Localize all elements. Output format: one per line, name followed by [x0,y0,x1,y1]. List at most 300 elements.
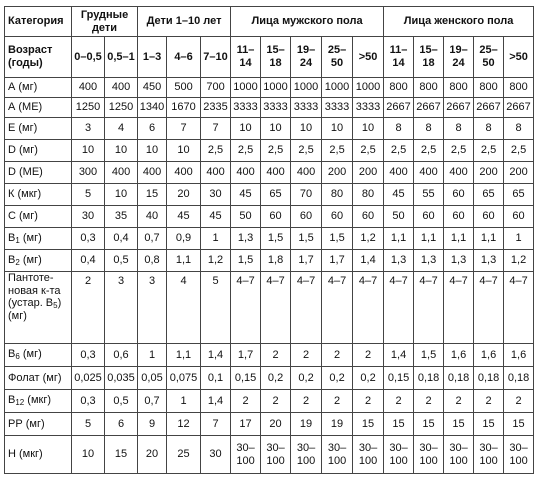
table-row [5,272,534,344]
value-cell: 800 [414,78,444,98]
value-cell: 10 [167,140,201,162]
table-row [5,250,534,272]
row-label-subscript: 6 [15,352,20,362]
table-row [5,184,534,206]
value-cell: 4 [105,118,138,140]
value-cell: 200 [322,162,353,184]
value-cell: 700 [201,78,231,98]
value-cell: 450 [138,78,167,98]
value-cell: 17 [231,413,261,436]
value-cell: 2,5 [201,140,231,162]
value-cell: 0,15 [231,367,261,390]
value-cell: 800 [474,78,504,98]
value-cell: 1,5 [231,250,261,272]
value-cell: 400 [444,162,474,184]
value-cell: 400 [105,78,138,98]
value-cell: 1,7 [322,250,353,272]
value-cell: 400 [291,162,322,184]
value-cell: 2 [231,390,261,413]
value-cell: 6 [138,118,167,140]
age-group-cell: 4–6 [167,37,201,78]
table-row [5,206,534,228]
value-cell: 15 [138,184,167,206]
value-cell: 2,5 [291,140,322,162]
value-cell: 30–100 [322,436,353,474]
value-cell: 0,2 [353,367,384,390]
row-label [5,184,72,206]
row-label [5,98,72,118]
value-cell: 45 [167,206,201,228]
value-cell: 4–7 [444,272,474,344]
row-label-unit: ) (мг) [8,297,62,323]
value-cell: 60 [261,206,291,228]
value-cell: 6 [105,413,138,436]
header-children: Дети 1–10 лет [138,7,231,37]
value-cell: 60 [474,206,504,228]
value-cell: 1000 [322,78,353,98]
table-row [5,162,534,184]
value-cell: 1,3 [231,228,261,250]
value-cell: 5 [72,184,105,206]
value-cell: 0,3 [72,344,105,367]
row-label-text: D (мг) [8,144,38,157]
value-cell: 4–7 [322,272,353,344]
value-cell: 3333 [322,98,353,118]
value-cell: 15 [474,413,504,436]
value-cell: 1,3 [444,250,474,272]
value-cell: 1,3 [384,250,414,272]
value-cell: 2 [322,344,353,367]
value-cell: 2,5 [231,140,261,162]
header-females: Лица женского пола [384,7,534,37]
value-cell: 30–100 [291,436,322,474]
value-cell: 1,5 [291,228,322,250]
value-cell: 60 [444,184,474,206]
age-group-cell: 11–14 [231,37,261,78]
value-cell: 40 [138,206,167,228]
value-cell: 45 [384,184,414,206]
value-cell: 1,2 [504,250,534,272]
value-cell: 2,5 [322,140,353,162]
value-cell: 70 [291,184,322,206]
value-cell: 0,1 [201,367,231,390]
value-cell: 15 [353,413,384,436]
value-cell: 4–7 [231,272,261,344]
value-cell: 0,18 [414,367,444,390]
value-cell: 45 [231,184,261,206]
value-cell: 1670 [167,98,201,118]
value-cell: 1,7 [231,344,261,367]
header-category: Категория [5,7,72,37]
value-cell: 7 [201,413,231,436]
age-group-cell: 7–10 [201,37,231,78]
value-cell: 0,05 [138,367,167,390]
age-group-cell: 19–24 [291,37,322,78]
value-cell: 1 [138,344,167,367]
row-label [5,344,72,367]
age-group-cell: >50 [353,37,384,78]
value-cell: 1340 [138,98,167,118]
table-row [5,436,534,474]
row-label-text: Пантоте-новая к-та (устар. В [8,272,61,310]
value-cell: 25 [167,436,201,474]
row-label-text: А (МЕ) [8,101,43,114]
value-cell: 15 [105,436,138,474]
value-cell: 400 [231,162,261,184]
value-cell: 0,7 [138,390,167,413]
value-cell: 2335 [201,98,231,118]
row-label [5,436,72,474]
value-cell: 2,5 [444,140,474,162]
table-row [5,140,534,162]
value-cell: 8 [414,118,444,140]
value-cell: 65 [504,184,534,206]
value-cell: 400 [201,162,231,184]
value-cell: 200 [504,162,534,184]
age-group-cell: 15–18 [414,37,444,78]
value-cell: 1000 [291,78,322,98]
value-cell: 15 [414,413,444,436]
value-cell: 3 [105,272,138,344]
value-cell: 60 [444,206,474,228]
row-label [5,367,72,390]
value-cell: 10 [72,140,105,162]
row-label [5,118,72,140]
value-cell: 8 [474,118,504,140]
value-cell: 65 [261,184,291,206]
value-cell: 400 [138,162,167,184]
value-cell: 1,6 [474,344,504,367]
value-cell: 2 [261,390,291,413]
value-cell: 2667 [414,98,444,118]
row-label-subscript: 1 [15,235,20,245]
value-cell: 60 [353,206,384,228]
value-cell: 1,4 [353,250,384,272]
value-cell: 8 [444,118,474,140]
row-label-subscript: 2 [15,257,20,267]
value-cell: 30–100 [504,436,534,474]
row-label-text: В [8,253,16,266]
value-cell: 2,5 [504,140,534,162]
header-males: Лица мужского пола [231,7,384,37]
value-cell: 1 [201,228,231,250]
value-cell: 0,5 [105,390,138,413]
value-cell: 3333 [291,98,322,118]
value-cell: 1,1 [414,228,444,250]
value-cell: 2667 [474,98,504,118]
value-cell: 2,5 [353,140,384,162]
value-cell: 1,7 [291,250,322,272]
value-cell: 2 [474,390,504,413]
row-label [5,250,72,272]
vitamin-intake-table [4,6,534,474]
value-cell: 30–100 [384,436,414,474]
row-label-text: РР (мг) [8,417,45,430]
age-group-cell: 11–14 [384,37,414,78]
value-cell: 2667 [504,98,534,118]
value-cell: 20 [261,413,291,436]
row-label [5,206,72,228]
value-cell: 5 [201,272,231,344]
table-row [5,118,534,140]
row-label-unit: (мг) [19,253,42,266]
row-label-text: К (мкг) [8,188,42,201]
value-cell: 10 [353,118,384,140]
row-label-unit: (мг) [19,348,42,361]
value-cell: 0,18 [504,367,534,390]
vitamin-table-container [4,6,531,474]
row-label-unit: (мг) [19,231,42,244]
age-header-row [5,37,534,78]
value-cell: 10 [72,436,105,474]
value-cell: 1250 [105,98,138,118]
row-label-unit: (мкг) [24,394,52,407]
value-cell: 55 [414,184,444,206]
value-cell: 30–100 [414,436,444,474]
value-cell: 2667 [444,98,474,118]
table-row [5,344,534,367]
value-cell: 1,3 [474,250,504,272]
value-cell: 1,6 [504,344,534,367]
value-cell: 35 [105,206,138,228]
value-cell: 20 [167,184,201,206]
value-cell: 10 [261,118,291,140]
value-cell: 4–7 [474,272,504,344]
value-cell: 2 [291,344,322,367]
value-cell: 0,6 [105,344,138,367]
value-cell: 10 [105,184,138,206]
value-cell: 5 [72,413,105,436]
value-cell: 3333 [261,98,291,118]
value-cell: 1,1 [167,344,201,367]
table-row [5,390,534,413]
value-cell: 10 [231,118,261,140]
value-cell: 1,4 [201,390,231,413]
table-row [5,78,534,98]
value-cell: 19 [322,413,353,436]
value-cell: 8 [504,118,534,140]
value-cell: 0,3 [72,390,105,413]
value-cell: 2 [322,390,353,413]
value-cell: 2 [353,390,384,413]
value-cell: 4–7 [504,272,534,344]
value-cell: 0,7 [138,228,167,250]
value-cell: 1250 [72,98,105,118]
value-cell: 800 [384,78,414,98]
table-row [5,367,534,390]
value-cell: 50 [384,206,414,228]
value-cell: 2 [291,390,322,413]
value-cell: 0,18 [444,367,474,390]
value-cell: 0,4 [72,250,105,272]
value-cell: 4–7 [414,272,444,344]
header-infants: Грудные дети [72,7,138,37]
value-cell: 4 [167,272,201,344]
row-label [5,413,72,436]
value-cell: 65 [474,184,504,206]
row-label [5,390,72,413]
value-cell: 800 [504,78,534,98]
value-cell: 2 [261,344,291,367]
row-label-subscript: 12 [15,398,25,408]
age-group-cell: >50 [504,37,534,78]
value-cell: 1,1 [384,228,414,250]
value-cell: 0,8 [138,250,167,272]
value-cell: 30–100 [261,436,291,474]
value-cell: 10 [105,140,138,162]
value-cell: 400 [384,162,414,184]
value-cell: 0,15 [384,367,414,390]
value-cell: 2 [504,390,534,413]
value-cell: 500 [167,78,201,98]
value-cell: 2 [384,390,414,413]
row-label-text: Е (мг) [8,122,38,135]
value-cell: 19 [291,413,322,436]
value-cell: 1,1 [167,250,201,272]
value-cell: 1,6 [444,344,474,367]
value-cell: 1,5 [322,228,353,250]
value-cell: 0,2 [261,367,291,390]
value-cell: 60 [291,206,322,228]
value-cell: 400 [261,162,291,184]
value-cell: 20 [138,436,167,474]
value-cell: 12 [167,413,201,436]
value-cell: 15 [384,413,414,436]
value-cell: 2,5 [384,140,414,162]
age-label: Возраст (годы) [5,37,72,78]
value-cell: 400 [414,162,444,184]
value-cell: 10 [138,140,167,162]
value-cell: 60 [414,206,444,228]
value-cell: 60 [322,206,353,228]
value-cell: 3 [72,118,105,140]
value-cell: 1 [504,228,534,250]
value-cell: 1000 [261,78,291,98]
value-cell: 2,5 [414,140,444,162]
value-cell: 200 [474,162,504,184]
age-group-cell: 0–0,5 [72,37,105,78]
value-cell: 4–7 [291,272,322,344]
value-cell: 2 [353,344,384,367]
value-cell: 30 [201,184,231,206]
value-cell: 1 [167,390,201,413]
value-cell: 0,3 [72,228,105,250]
value-cell: 1,2 [201,250,231,272]
value-cell: 1,4 [384,344,414,367]
value-cell: 10 [322,118,353,140]
value-cell: 0,2 [291,367,322,390]
value-cell: 30–100 [231,436,261,474]
value-cell: 4–7 [384,272,414,344]
age-group-cell: 1–3 [138,37,167,78]
age-group-cell: 25–50 [322,37,353,78]
value-cell: 15 [504,413,534,436]
row-label-text: В [8,394,16,407]
value-cell: 2,5 [261,140,291,162]
value-cell: 8 [384,118,414,140]
value-cell: 1,1 [474,228,504,250]
table-row [5,228,534,250]
value-cell: 30 [72,206,105,228]
value-cell: 1,3 [414,250,444,272]
table-row [5,98,534,118]
value-cell: 2 [72,272,105,344]
row-label [5,272,72,344]
row-label-text: Фолат (мг) [8,371,62,384]
value-cell: 1,8 [261,250,291,272]
value-cell: 800 [444,78,474,98]
value-cell: 30–100 [474,436,504,474]
table-row [5,413,534,436]
value-cell: 0,4 [105,228,138,250]
row-label-text: В [8,348,16,361]
value-cell: 400 [72,78,105,98]
value-cell: 0,035 [105,367,138,390]
value-cell: 0,025 [72,367,105,390]
group-header-row [5,7,534,37]
value-cell: 7 [201,118,231,140]
value-cell: 0,18 [474,367,504,390]
value-cell: 4–7 [261,272,291,344]
value-cell: 2,5 [474,140,504,162]
age-group-cell: 19–24 [444,37,474,78]
value-cell: 300 [72,162,105,184]
value-cell: 2 [444,390,474,413]
value-cell: 10 [291,118,322,140]
row-label [5,162,72,184]
value-cell: 200 [353,162,384,184]
value-cell: 3 [138,272,167,344]
row-label-subscript: 5 [53,301,58,311]
value-cell: 50 [231,206,261,228]
value-cell: 1,5 [414,344,444,367]
value-cell: 2667 [384,98,414,118]
row-label [5,78,72,98]
age-group-cell: 15–18 [261,37,291,78]
row-label-text: Н (мкг) [8,448,43,461]
value-cell: 1000 [231,78,261,98]
value-cell: 0,5 [105,250,138,272]
value-cell: 80 [353,184,384,206]
value-cell: 1,4 [201,344,231,367]
value-cell: 0,2 [322,367,353,390]
value-cell: 400 [167,162,201,184]
value-cell: 1,5 [261,228,291,250]
value-cell: 9 [138,413,167,436]
value-cell: 3333 [353,98,384,118]
age-group-cell: 25–50 [474,37,504,78]
value-cell: 3333 [231,98,261,118]
row-label-text: В [8,231,16,244]
row-label [5,140,72,162]
value-cell: 30–100 [444,436,474,474]
value-cell: 400 [105,162,138,184]
value-cell: 7 [167,118,201,140]
value-cell: 4–7 [353,272,384,344]
row-label-text: С (мг) [8,210,38,223]
value-cell: 1,2 [353,228,384,250]
value-cell: 30–100 [353,436,384,474]
row-label-text: А (мг) [8,81,38,94]
value-cell: 45 [201,206,231,228]
value-cell: 1,1 [444,228,474,250]
value-cell: 60 [504,206,534,228]
value-cell: 30 [201,436,231,474]
row-label-text: D (МЕ) [8,166,43,179]
value-cell: 15 [444,413,474,436]
row-label [5,228,72,250]
age-group-cell: 0,5–1 [105,37,138,78]
